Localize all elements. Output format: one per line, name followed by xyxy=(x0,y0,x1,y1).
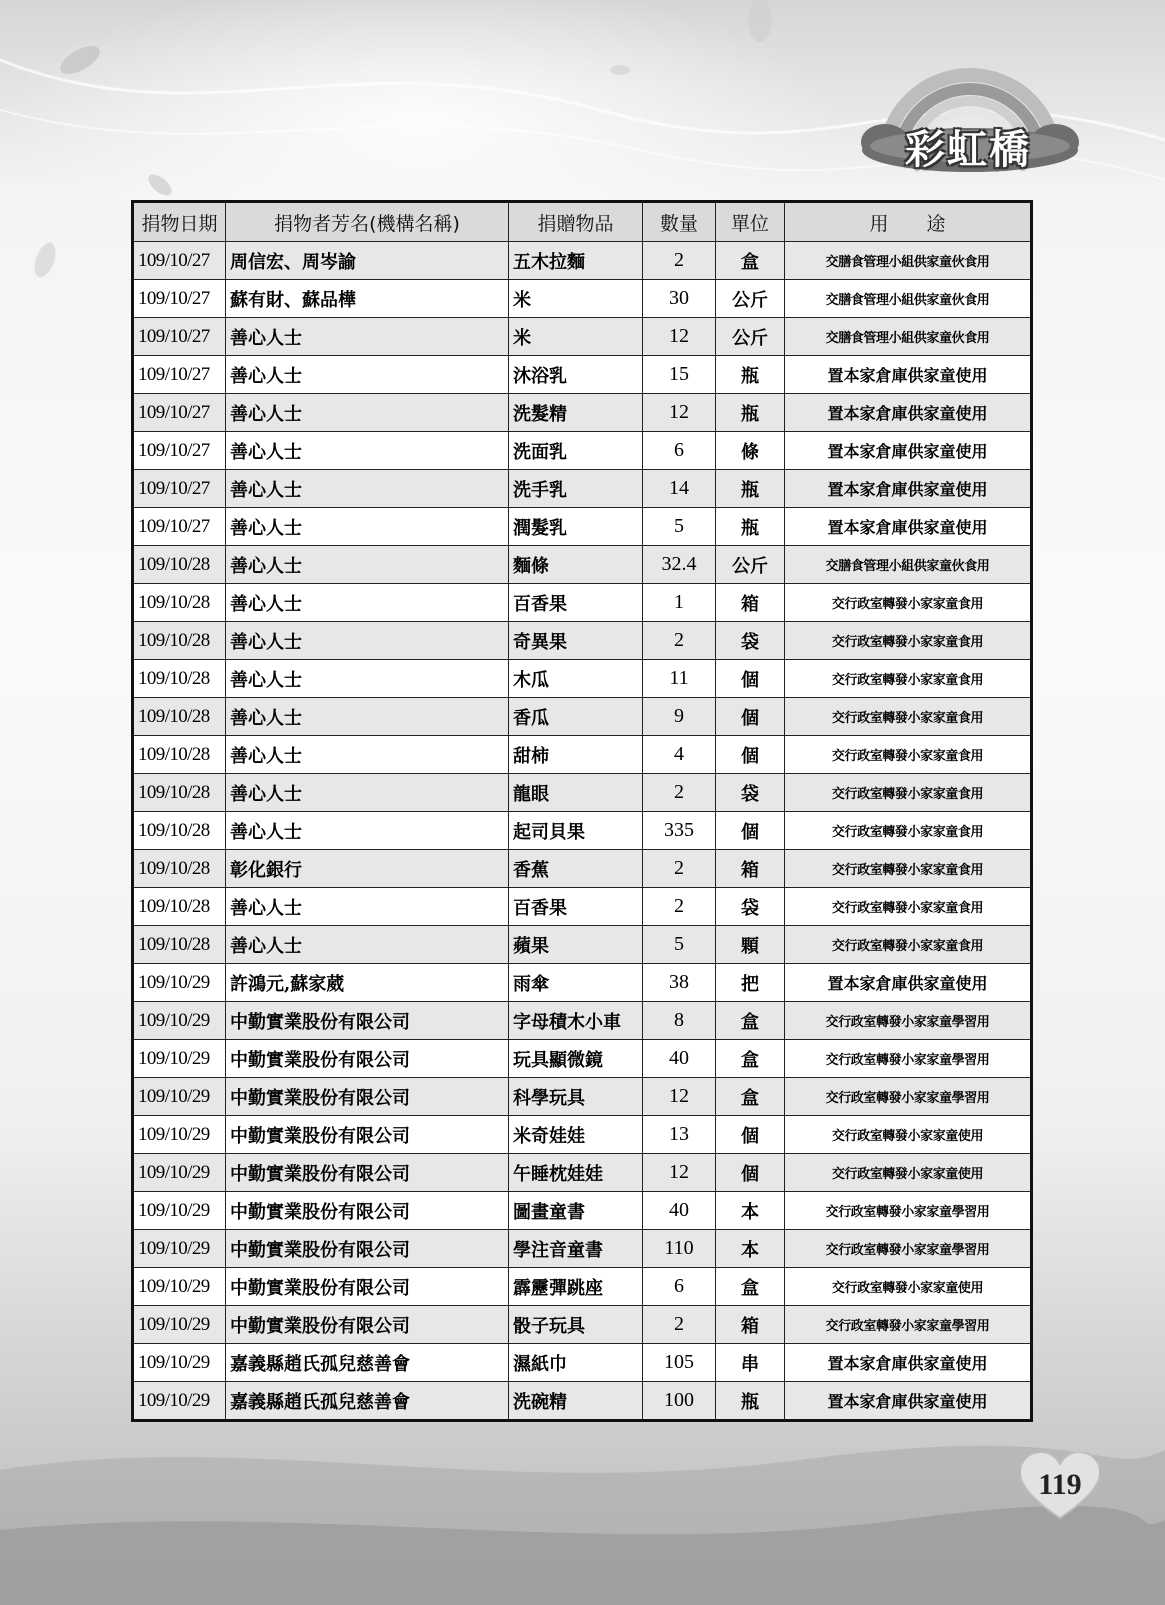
cell-date: 109/10/28 xyxy=(133,774,226,812)
cell-donor: 中勤實業股份有限公司 xyxy=(226,1268,509,1306)
cell-purpose: 置本家倉庫供家童使用 xyxy=(785,964,1032,1002)
cell-quantity: 110 xyxy=(643,1230,716,1268)
cell-purpose: 交行政室轉發小家家童食用 xyxy=(785,888,1032,926)
cell-donor: 善心人士 xyxy=(226,394,509,432)
cell-donor: 嘉義縣趙氏孤兒慈善會 xyxy=(226,1382,509,1421)
cell-purpose: 交行政室轉發小家家童使用 xyxy=(785,1154,1032,1192)
cell-purpose: 置本家倉庫供家童使用 xyxy=(785,1382,1032,1421)
cell-date: 109/10/28 xyxy=(133,926,226,964)
table-row xyxy=(133,736,1032,774)
cell-quantity: 6 xyxy=(643,432,716,470)
cell-unit: 條 xyxy=(716,432,785,470)
cell-purpose: 交膳食管理小組供家童伙食用 xyxy=(785,242,1032,280)
cell-item: 香瓜 xyxy=(509,698,643,736)
cell-item: 霹靂彈跳座 xyxy=(509,1268,643,1306)
cell-unit: 顆 xyxy=(716,926,785,964)
cell-date: 109/10/27 xyxy=(133,318,226,356)
col-header-date: 捐物日期 xyxy=(133,202,226,242)
page-number: 119 xyxy=(1038,1468,1082,1501)
cell-date: 109/10/28 xyxy=(133,660,226,698)
cell-donor: 中勤實業股份有限公司 xyxy=(226,1040,509,1078)
cell-date: 109/10/27 xyxy=(133,470,226,508)
table-row xyxy=(133,432,1032,470)
cell-unit: 公斤 xyxy=(716,280,785,318)
cell-item: 科學玩具 xyxy=(509,1078,643,1116)
cell-item: 洗面乳 xyxy=(509,432,643,470)
cell-donor: 中勤實業股份有限公司 xyxy=(226,1306,509,1344)
cell-quantity: 32.4 xyxy=(643,546,716,584)
cell-item: 雨傘 xyxy=(509,964,643,1002)
logo-title: 彩虹橋 xyxy=(905,127,1031,173)
cell-date: 109/10/29 xyxy=(133,1382,226,1421)
cell-item: 甜柿 xyxy=(509,736,643,774)
cell-unit: 袋 xyxy=(716,622,785,660)
cell-purpose: 交行政室轉發小家家童學習用 xyxy=(785,1078,1032,1116)
cell-date: 109/10/29 xyxy=(133,964,226,1002)
table-row xyxy=(133,622,1032,660)
table-row xyxy=(133,774,1032,812)
cell-purpose: 交行政室轉發小家家童食用 xyxy=(785,660,1032,698)
cell-donor: 彰化銀行 xyxy=(226,850,509,888)
table-row xyxy=(133,850,1032,888)
cell-item: 米奇娃娃 xyxy=(509,1116,643,1154)
cell-quantity: 15 xyxy=(643,356,716,394)
cell-quantity: 6 xyxy=(643,1268,716,1306)
cell-purpose: 交行政室轉發小家家童食用 xyxy=(785,850,1032,888)
cell-quantity: 8 xyxy=(643,1002,716,1040)
cell-purpose: 交行政室轉發小家家童學習用 xyxy=(785,1306,1032,1344)
cell-purpose: 置本家倉庫供家童使用 xyxy=(785,394,1032,432)
table-row xyxy=(133,508,1032,546)
cell-quantity: 12 xyxy=(643,1154,716,1192)
cell-donor: 善心人士 xyxy=(226,508,509,546)
cell-item: 學注音童書 xyxy=(509,1230,643,1268)
table-row xyxy=(133,242,1032,280)
cell-item: 字母積木小車 xyxy=(509,1002,643,1040)
table-row xyxy=(133,394,1032,432)
cell-purpose: 交行政室轉發小家家童食用 xyxy=(785,736,1032,774)
cell-donor: 嘉義縣趙氏孤兒慈善會 xyxy=(226,1344,509,1382)
cell-item: 骰子玩具 xyxy=(509,1306,643,1344)
cell-item: 奇異果 xyxy=(509,622,643,660)
cell-quantity: 9 xyxy=(643,698,716,736)
cell-purpose: 交行政室轉發小家家童食用 xyxy=(785,622,1032,660)
cell-purpose: 置本家倉庫供家童使用 xyxy=(785,356,1032,394)
cell-donor: 善心人士 xyxy=(226,736,509,774)
cell-item: 洗手乳 xyxy=(509,470,643,508)
cell-purpose: 交膳食管理小組供家童伙食用 xyxy=(785,280,1032,318)
cell-donor: 善心人士 xyxy=(226,774,509,812)
cell-unit: 公斤 xyxy=(716,318,785,356)
cell-quantity: 2 xyxy=(643,1306,716,1344)
cell-unit: 個 xyxy=(716,698,785,736)
cell-date: 109/10/28 xyxy=(133,584,226,622)
cell-quantity: 2 xyxy=(643,774,716,812)
table-row xyxy=(133,1382,1032,1421)
cell-quantity: 100 xyxy=(643,1382,716,1421)
cell-unit: 盒 xyxy=(716,242,785,280)
cell-quantity: 335 xyxy=(643,812,716,850)
cell-donor: 中勤實業股份有限公司 xyxy=(226,1116,509,1154)
cell-donor: 善心人士 xyxy=(226,926,509,964)
cell-quantity: 2 xyxy=(643,888,716,926)
cell-purpose: 置本家倉庫供家童使用 xyxy=(785,1344,1032,1382)
cell-date: 109/10/29 xyxy=(133,1306,226,1344)
cell-item: 龍眼 xyxy=(509,774,643,812)
cell-purpose: 置本家倉庫供家童使用 xyxy=(785,470,1032,508)
table-row xyxy=(133,1116,1032,1154)
col-header-unit: 單位 xyxy=(716,202,785,242)
table-body xyxy=(133,242,1032,1421)
cell-item: 洗碗精 xyxy=(509,1382,643,1421)
table-row xyxy=(133,318,1032,356)
cell-unit: 盒 xyxy=(716,1268,785,1306)
cell-donor: 善心人士 xyxy=(226,356,509,394)
cell-unit: 個 xyxy=(716,1154,785,1192)
cell-quantity: 4 xyxy=(643,736,716,774)
cell-quantity: 14 xyxy=(643,470,716,508)
table-row xyxy=(133,964,1032,1002)
cell-unit: 個 xyxy=(716,1116,785,1154)
cell-donor: 善心人士 xyxy=(226,812,509,850)
cell-quantity: 40 xyxy=(643,1040,716,1078)
table-row xyxy=(133,926,1032,964)
table-row xyxy=(133,888,1032,926)
cell-unit: 串 xyxy=(716,1344,785,1382)
cell-item: 百香果 xyxy=(509,584,643,622)
cell-item: 五木拉麵 xyxy=(509,242,643,280)
cell-date: 109/10/28 xyxy=(133,736,226,774)
cell-date: 109/10/28 xyxy=(133,850,226,888)
cell-quantity: 12 xyxy=(643,394,716,432)
cell-quantity: 2 xyxy=(643,242,716,280)
cell-date: 109/10/29 xyxy=(133,1268,226,1306)
table-row xyxy=(133,660,1032,698)
cell-quantity: 13 xyxy=(643,1116,716,1154)
cell-purpose: 交行政室轉發小家家童學習用 xyxy=(785,1040,1032,1078)
cell-date: 109/10/28 xyxy=(133,888,226,926)
cell-unit: 個 xyxy=(716,660,785,698)
cell-unit: 箱 xyxy=(716,1306,785,1344)
table-row xyxy=(133,1268,1032,1306)
cell-donor: 蘇有財、蘇品樺 xyxy=(226,280,509,318)
cell-item: 午睡枕娃娃 xyxy=(509,1154,643,1192)
cell-item: 米 xyxy=(509,280,643,318)
cell-unit: 盒 xyxy=(716,1002,785,1040)
cell-quantity: 105 xyxy=(643,1344,716,1382)
col-header-item: 捐贈物品 xyxy=(509,202,643,242)
table-row xyxy=(133,1306,1032,1344)
cell-unit: 箱 xyxy=(716,584,785,622)
cell-donor: 善心人士 xyxy=(226,888,509,926)
cell-donor: 中勤實業股份有限公司 xyxy=(226,1192,509,1230)
table-row xyxy=(133,1040,1032,1078)
cell-item: 米 xyxy=(509,318,643,356)
cell-item: 圖畫童書 xyxy=(509,1192,643,1230)
cell-item: 麵條 xyxy=(509,546,643,584)
cell-date: 109/10/29 xyxy=(133,1116,226,1154)
cell-date: 109/10/29 xyxy=(133,1002,226,1040)
cell-unit: 盒 xyxy=(716,1040,785,1078)
cell-unit: 袋 xyxy=(716,888,785,926)
cell-date: 109/10/28 xyxy=(133,622,226,660)
donation-table xyxy=(131,200,1033,1422)
table-row xyxy=(133,280,1032,318)
table-row xyxy=(133,1002,1032,1040)
cell-unit: 瓶 xyxy=(716,394,785,432)
cell-item: 起司貝果 xyxy=(509,812,643,850)
cell-date: 109/10/27 xyxy=(133,280,226,318)
table-row xyxy=(133,1230,1032,1268)
cell-unit: 個 xyxy=(716,736,785,774)
cell-date: 109/10/29 xyxy=(133,1230,226,1268)
cell-unit: 個 xyxy=(716,812,785,850)
cell-donor: 善心人士 xyxy=(226,660,509,698)
col-header-quantity: 數量 xyxy=(643,202,716,242)
cell-donor: 善心人士 xyxy=(226,432,509,470)
cell-quantity: 40 xyxy=(643,1192,716,1230)
cell-donor: 善心人士 xyxy=(226,318,509,356)
cell-date: 109/10/27 xyxy=(133,508,226,546)
cell-unit: 瓶 xyxy=(716,1382,785,1421)
table-header-row xyxy=(133,202,1032,242)
cell-unit: 瓶 xyxy=(716,470,785,508)
cell-date: 109/10/27 xyxy=(133,356,226,394)
cell-purpose: 置本家倉庫供家童使用 xyxy=(785,508,1032,546)
cell-item: 香蕉 xyxy=(509,850,643,888)
cell-quantity: 5 xyxy=(643,508,716,546)
cell-item: 蘋果 xyxy=(509,926,643,964)
cell-donor: 中勤實業股份有限公司 xyxy=(226,1154,509,1192)
cell-quantity: 2 xyxy=(643,622,716,660)
col-header-purpose: 用 途 xyxy=(785,202,1032,242)
cell-purpose: 交行政室轉發小家家童學習用 xyxy=(785,1230,1032,1268)
cell-date: 109/10/28 xyxy=(133,812,226,850)
cell-quantity: 11 xyxy=(643,660,716,698)
table-row xyxy=(133,698,1032,736)
table-row xyxy=(133,812,1032,850)
cell-date: 109/10/27 xyxy=(133,242,226,280)
table-row xyxy=(133,356,1032,394)
cell-date: 109/10/29 xyxy=(133,1040,226,1078)
cell-item: 木瓜 xyxy=(509,660,643,698)
cell-donor: 中勤實業股份有限公司 xyxy=(226,1002,509,1040)
cell-purpose: 交行政室轉發小家家童食用 xyxy=(785,926,1032,964)
cell-donor: 善心人士 xyxy=(226,622,509,660)
col-header-donor: 捐物者芳名(機構名稱) xyxy=(226,202,509,242)
cell-quantity: 30 xyxy=(643,280,716,318)
cell-donor: 善心人士 xyxy=(226,698,509,736)
cell-purpose: 交行政室轉發小家家童食用 xyxy=(785,812,1032,850)
table-row xyxy=(133,470,1032,508)
cell-purpose: 交行政室轉發小家家童使用 xyxy=(785,1116,1032,1154)
cell-unit: 袋 xyxy=(716,774,785,812)
table-row xyxy=(133,1154,1032,1192)
cell-donor: 周信宏、周岑諭 xyxy=(226,242,509,280)
cell-purpose: 交行政室轉發小家家童學習用 xyxy=(785,1002,1032,1040)
cell-item: 百香果 xyxy=(509,888,643,926)
cell-quantity: 2 xyxy=(643,850,716,888)
cell-item: 潤髮乳 xyxy=(509,508,643,546)
cell-purpose: 交膳食管理小組供家童伙食用 xyxy=(785,318,1032,356)
cell-purpose: 交行政室轉發小家家童食用 xyxy=(785,698,1032,736)
cell-donor: 善心人士 xyxy=(226,584,509,622)
cell-purpose: 交行政室轉發小家家童食用 xyxy=(785,584,1032,622)
cell-donor: 許鴻元,蘇家葳 xyxy=(226,964,509,1002)
cell-donor: 善心人士 xyxy=(226,546,509,584)
cell-quantity: 1 xyxy=(643,584,716,622)
cell-donor: 中勤實業股份有限公司 xyxy=(226,1230,509,1268)
cell-unit: 把 xyxy=(716,964,785,1002)
cell-date: 109/10/27 xyxy=(133,432,226,470)
cell-quantity: 12 xyxy=(643,1078,716,1116)
cell-unit: 箱 xyxy=(716,850,785,888)
cell-date: 109/10/29 xyxy=(133,1192,226,1230)
table-row xyxy=(133,1344,1032,1382)
cell-donor: 善心人士 xyxy=(226,470,509,508)
cell-unit: 瓶 xyxy=(716,356,785,394)
cell-purpose: 置本家倉庫供家童使用 xyxy=(785,432,1032,470)
cell-date: 109/10/29 xyxy=(133,1078,226,1116)
cell-quantity: 12 xyxy=(643,318,716,356)
cell-quantity: 38 xyxy=(643,964,716,1002)
cell-unit: 瓶 xyxy=(716,508,785,546)
cell-item: 沐浴乳 xyxy=(509,356,643,394)
table-row xyxy=(133,1078,1032,1116)
cell-date: 109/10/29 xyxy=(133,1154,226,1192)
cell-unit: 盒 xyxy=(716,1078,785,1116)
table-row xyxy=(133,1192,1032,1230)
cell-purpose: 交膳食管理小組供家童伙食用 xyxy=(785,546,1032,584)
cell-date: 109/10/27 xyxy=(133,394,226,432)
cell-purpose: 交行政室轉發小家家童食用 xyxy=(785,774,1032,812)
cell-unit: 本 xyxy=(716,1230,785,1268)
cell-item: 洗髮精 xyxy=(509,394,643,432)
cell-unit: 公斤 xyxy=(716,546,785,584)
cell-unit: 本 xyxy=(716,1192,785,1230)
table-row xyxy=(133,546,1032,584)
cell-quantity: 5 xyxy=(643,926,716,964)
cell-donor: 中勤實業股份有限公司 xyxy=(226,1078,509,1116)
cell-date: 109/10/29 xyxy=(133,1344,226,1382)
cell-date: 109/10/28 xyxy=(133,698,226,736)
cell-purpose: 交行政室轉發小家家童學習用 xyxy=(785,1192,1032,1230)
cell-purpose: 交行政室轉發小家家童使用 xyxy=(785,1268,1032,1306)
cell-item: 濕紙巾 xyxy=(509,1344,643,1382)
table-row xyxy=(133,584,1032,622)
cell-item: 玩具顯微鏡 xyxy=(509,1040,643,1078)
cell-date: 109/10/28 xyxy=(133,546,226,584)
